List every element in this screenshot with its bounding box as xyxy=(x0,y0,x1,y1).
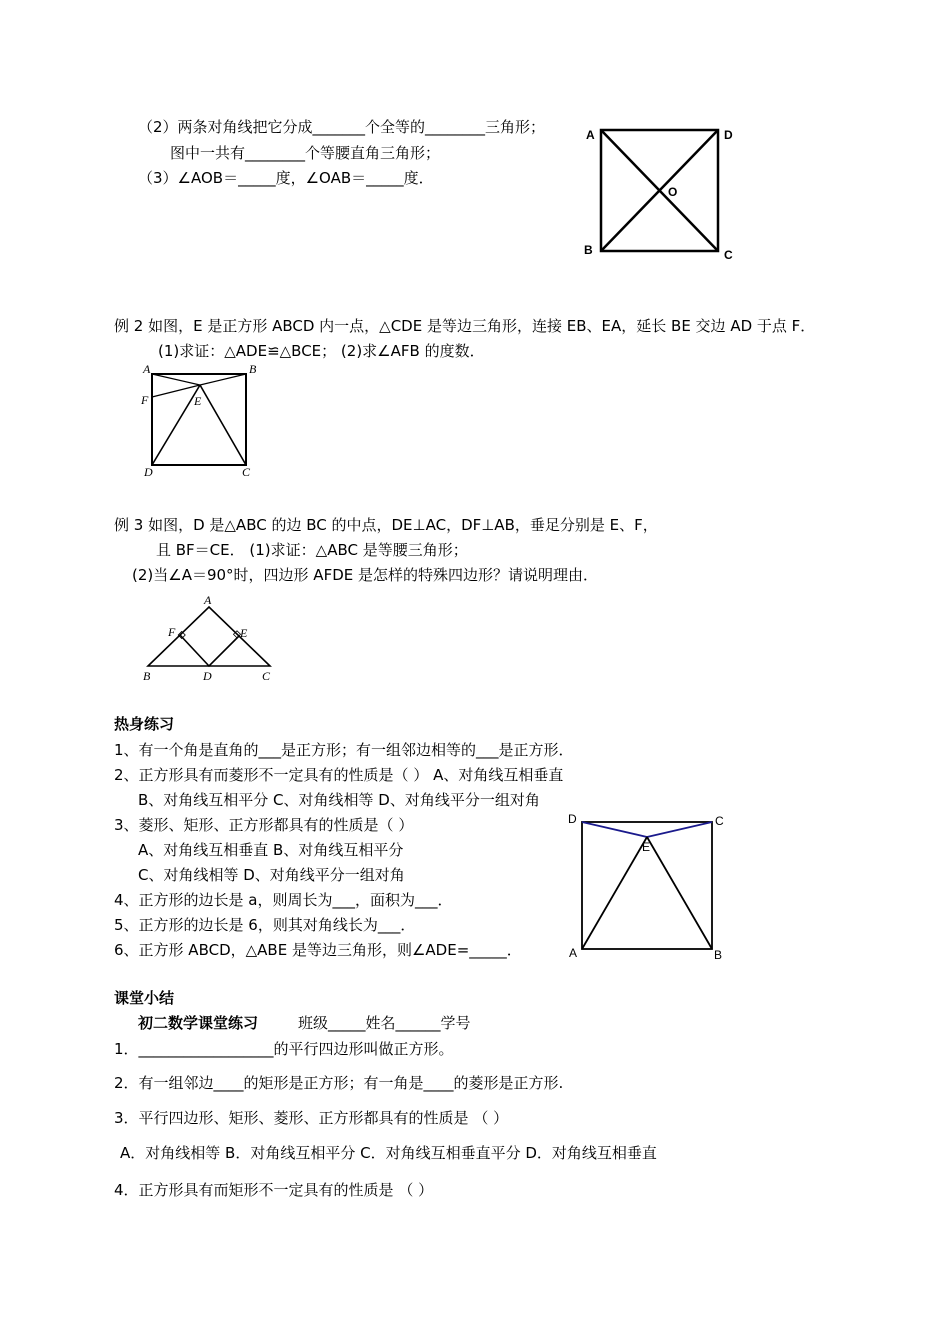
segment-ce xyxy=(200,385,246,465)
example-3-question-2: (2)当∠A＝90°时，四边形 AFDE 是怎样的特殊四边形？请说明理由． xyxy=(132,566,598,584)
problem-2-text: （2）两条对角线把它分成_______个全等的________三角形； xyxy=(138,118,546,136)
practice-item-1: 1．__________________的平行四边形叫做正方形。 xyxy=(114,1040,454,1058)
label-b: B xyxy=(249,362,257,376)
example-3-condition: 且 BF＝CE． (1)求证：△ABC 是等腰三角形； xyxy=(156,541,468,559)
segment-ef xyxy=(152,385,200,397)
warmup-item-3-options-cd: C、对角线相等 D、对角线平分一组对角 xyxy=(138,866,405,884)
summary-heading: 课堂小结 xyxy=(114,989,175,1007)
segment-ce xyxy=(647,822,712,837)
class-name-number-line: 班级_____姓名______学号 xyxy=(298,1014,471,1032)
example-2-questions: (1)求证：△ADE≌△BCE； (2)求∠AFB 的度数． xyxy=(158,342,485,360)
label-f: F xyxy=(141,393,149,407)
label-e: E xyxy=(240,626,248,640)
practice-item-2: 2．有一组邻边____的矩形是正方形；有一角是____的菱形是正方形. xyxy=(114,1074,564,1092)
problem-2-count-text: 图中一共有________个等腰直角三角形； xyxy=(170,144,441,162)
segment-ae xyxy=(152,374,200,385)
example-3-figure xyxy=(138,590,278,685)
label-c: C xyxy=(715,814,724,828)
segment-de xyxy=(152,385,200,465)
label-c: C xyxy=(262,669,271,683)
warmup-item-4: 4、正方形的边长是 a，则周长为___，面积为___． xyxy=(114,891,453,909)
warmup-heading: 热身练习 xyxy=(114,715,175,733)
label-a: A xyxy=(204,593,212,607)
label-a: A xyxy=(143,362,151,376)
label-e: E xyxy=(642,840,651,854)
label-a: A xyxy=(569,946,578,960)
label-b: B xyxy=(584,243,593,257)
warmup-figure xyxy=(562,810,732,965)
label-o: O xyxy=(668,185,678,199)
label-b: B xyxy=(714,948,723,962)
label-e: E xyxy=(194,394,202,408)
label-b: B xyxy=(143,669,151,683)
warmup-item-3: 3、菱形、矩形、正方形都具有的性质是（ ） xyxy=(114,816,414,834)
practice-item-3-options: A．对角线相等 B．对角线互相平分 C．对角线互相垂直平分 D．对角线互相垂直 xyxy=(120,1144,657,1162)
problem-3-text: （3）∠AOB＝_____度，∠OAB＝_____度． xyxy=(138,169,434,187)
warmup-item-3-options-ab: A、对角线互相垂直 B、对角线互相平分 xyxy=(138,841,404,859)
label-d: D xyxy=(203,669,212,683)
label-c: C xyxy=(242,465,251,479)
square-diagonals-figure xyxy=(578,120,748,270)
practice-item-3: 3．平行四边形、矩形、菱形、正方形都具有的性质是 （ ） xyxy=(114,1109,509,1127)
label-d: D xyxy=(568,812,577,826)
perpendiculars-df-de xyxy=(180,635,239,666)
practice-title: 初二数学课堂练习 xyxy=(138,1014,259,1032)
example-2-figure xyxy=(138,360,268,480)
warmup-item-2: 2、正方形具有而菱形不一定具有的性质是（ ） A、对角线互相垂直 xyxy=(114,766,564,784)
example-3-text: 例 3 如图，D 是△ABC 的边 BC 的中点，DE⊥AC，DF⊥AB，垂足分别是 E、F， xyxy=(114,516,658,534)
warmup-item-5: 5、正方形的边长是 6，则其对角线长为___． xyxy=(114,916,416,934)
label-c: C xyxy=(724,248,733,262)
segment-de xyxy=(582,822,647,837)
example-2-text: 例 2 如图，E 是正方形 ABCD 内一点，△CDE 是等边三角形，连接 EB、EA，延长 BE 交边 AD 于点 F． xyxy=(114,317,816,335)
segment-be xyxy=(647,837,712,949)
label-f: F xyxy=(168,625,176,639)
label-d: D xyxy=(144,465,153,479)
practice-item-4: 4．正方形具有而矩形不一定具有的性质是 （ ） xyxy=(114,1181,434,1199)
warmup-item-6: 6、正方形 ABCD，△ABE 是等边三角形，则∠ADE=_____． xyxy=(114,941,522,959)
warmup-item-1: 1、有一个角是直角的___是正方形；有一组邻边相等的___是正方形． xyxy=(114,741,574,759)
segment-ae xyxy=(582,837,647,949)
label-a: A xyxy=(586,128,595,142)
label-d: D xyxy=(724,128,733,142)
triangle-abc xyxy=(148,607,270,666)
segment-be xyxy=(200,374,246,385)
warmup-item-2-options: B、对角线互相平分 C、对角线相等 D、对角线平分一组对角 xyxy=(138,791,540,809)
